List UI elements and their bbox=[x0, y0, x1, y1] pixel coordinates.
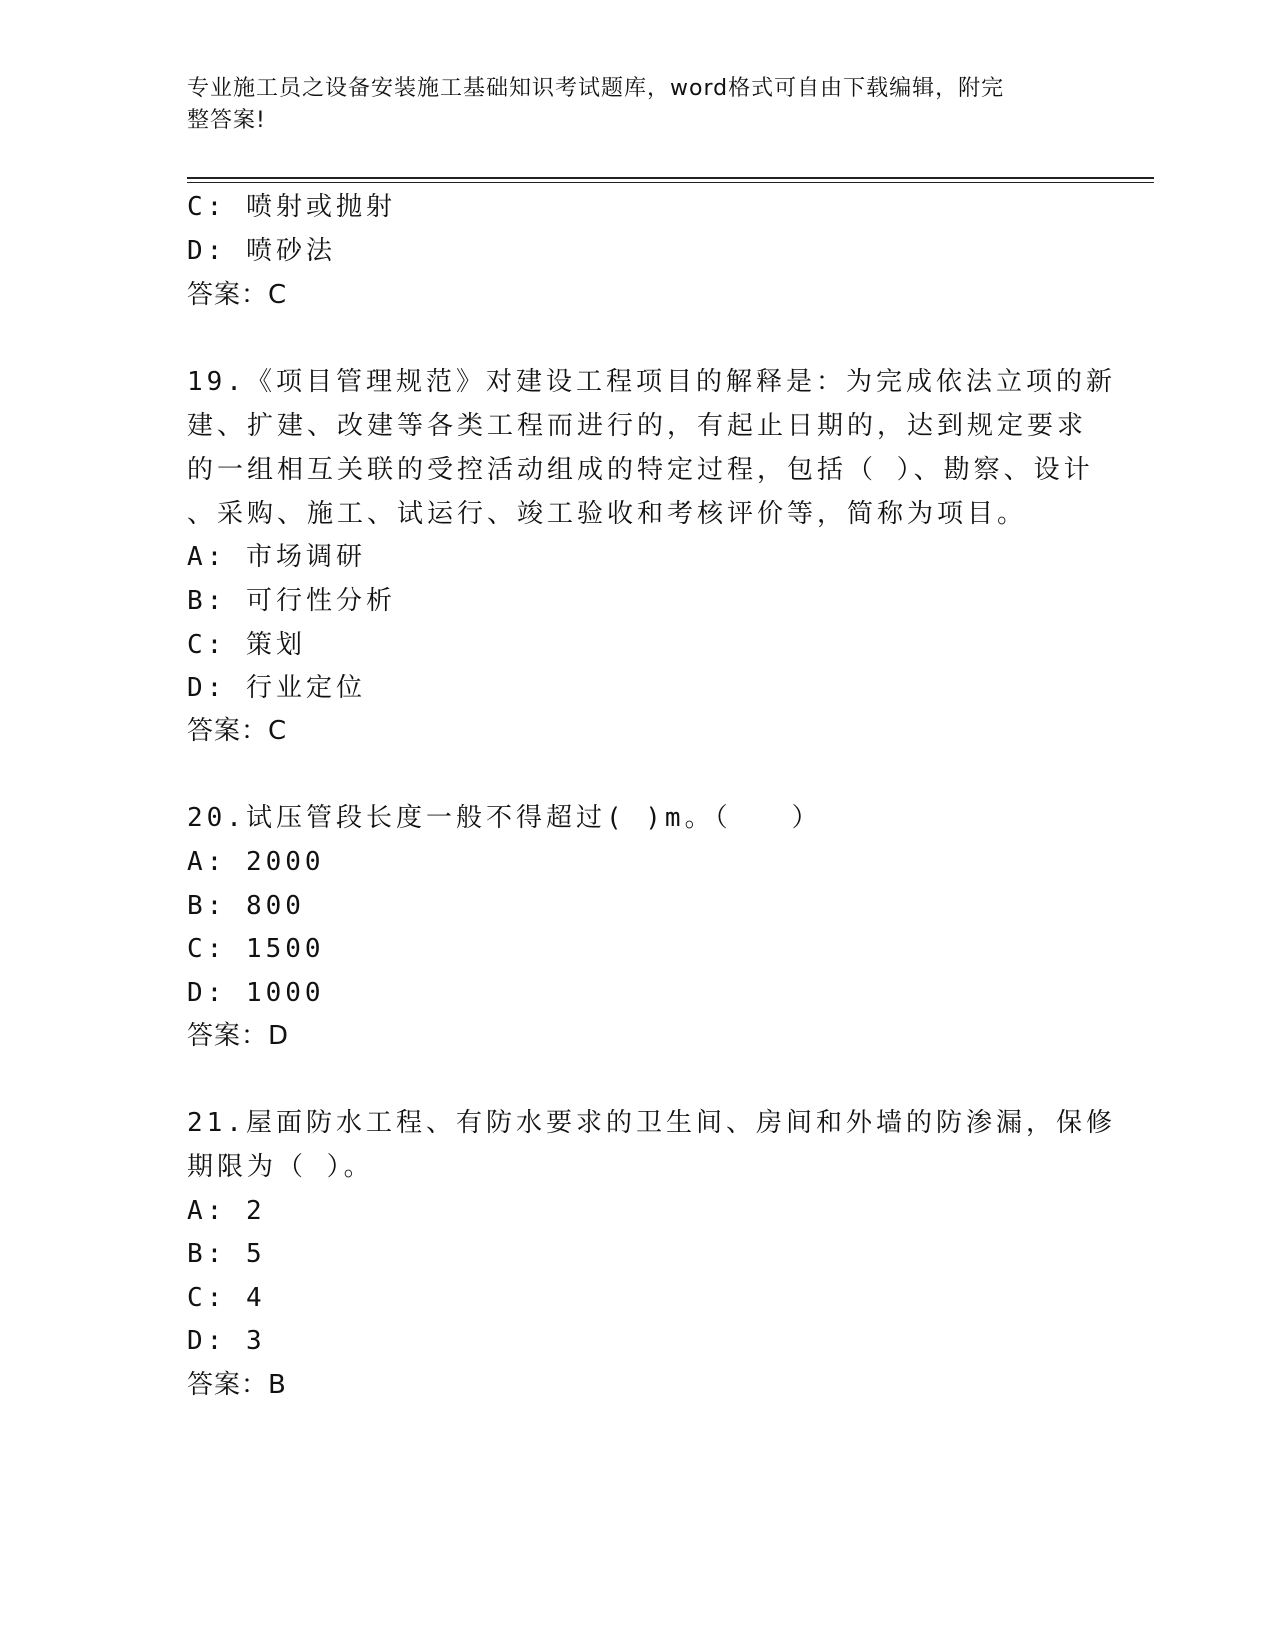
q20-option-d: D: 1000 bbox=[187, 978, 325, 1008]
q18-option-d: D: 喷砂法 bbox=[187, 236, 336, 266]
q18-answer: 答案：C bbox=[187, 280, 288, 310]
q21-option-b: B: 5 bbox=[187, 1239, 266, 1269]
header-divider-thin bbox=[187, 182, 1154, 183]
q19-text-line-4: 、采购、施工、试运行、竣工验收和考核评价等，简称为项目。 bbox=[187, 499, 1028, 529]
q21-text-line-1: 21.屋面防水工程、有防水要求的卫生间、房间和外墙的防渗漏，保修 bbox=[187, 1108, 1116, 1138]
q20-text-line-1: 20.试压管段长度一般不得超过( )m。（ ） bbox=[187, 803, 822, 833]
q19-option-b: B: 可行性分析 bbox=[187, 586, 396, 616]
q20-option-c: C: 1500 bbox=[187, 934, 325, 964]
q20-option-a: A: 2000 bbox=[187, 847, 325, 877]
q21-option-d: D: 3 bbox=[187, 1326, 266, 1356]
header-divider-thick bbox=[187, 177, 1154, 179]
q19-text-line-2: 建、扩建、改建等各类工程而进行的，有起止日期的，达到规定要求 bbox=[187, 411, 1088, 441]
q19-option-a: A: 市场调研 bbox=[187, 542, 366, 572]
q19-option-c: C: 策划 bbox=[187, 630, 306, 660]
q20-answer: 答案：D bbox=[187, 1021, 290, 1051]
q21-text-line-2: 期限为（ ）。 bbox=[187, 1152, 374, 1182]
q21-answer: 答案：B bbox=[187, 1370, 287, 1400]
q19-option-d: D: 行业定位 bbox=[187, 673, 366, 703]
q19-text-line-1: 19.《项目管理规范》对建设工程项目的解释是：为完成依法立项的新 bbox=[187, 367, 1116, 397]
q19-text-line-3: 的一组相互关联的受控活动组成的特定过程，包括（ ）、勘察、设计 bbox=[187, 455, 1094, 485]
q20-option-b: B: 800 bbox=[187, 891, 305, 921]
q21-option-c: C: 4 bbox=[187, 1283, 266, 1313]
q21-option-a: A: 2 bbox=[187, 1196, 266, 1226]
header-title-line-1: 专业施工员之设备安装施工基础知识考试题库，word格式可自由下载编辑，附完 bbox=[187, 76, 1005, 101]
q18-option-c: C: 喷射或抛射 bbox=[187, 192, 396, 222]
page-header bbox=[187, 73, 1067, 137]
q19-answer: 答案：C bbox=[187, 716, 288, 746]
header-title-line-2: 整答案! bbox=[187, 108, 266, 133]
